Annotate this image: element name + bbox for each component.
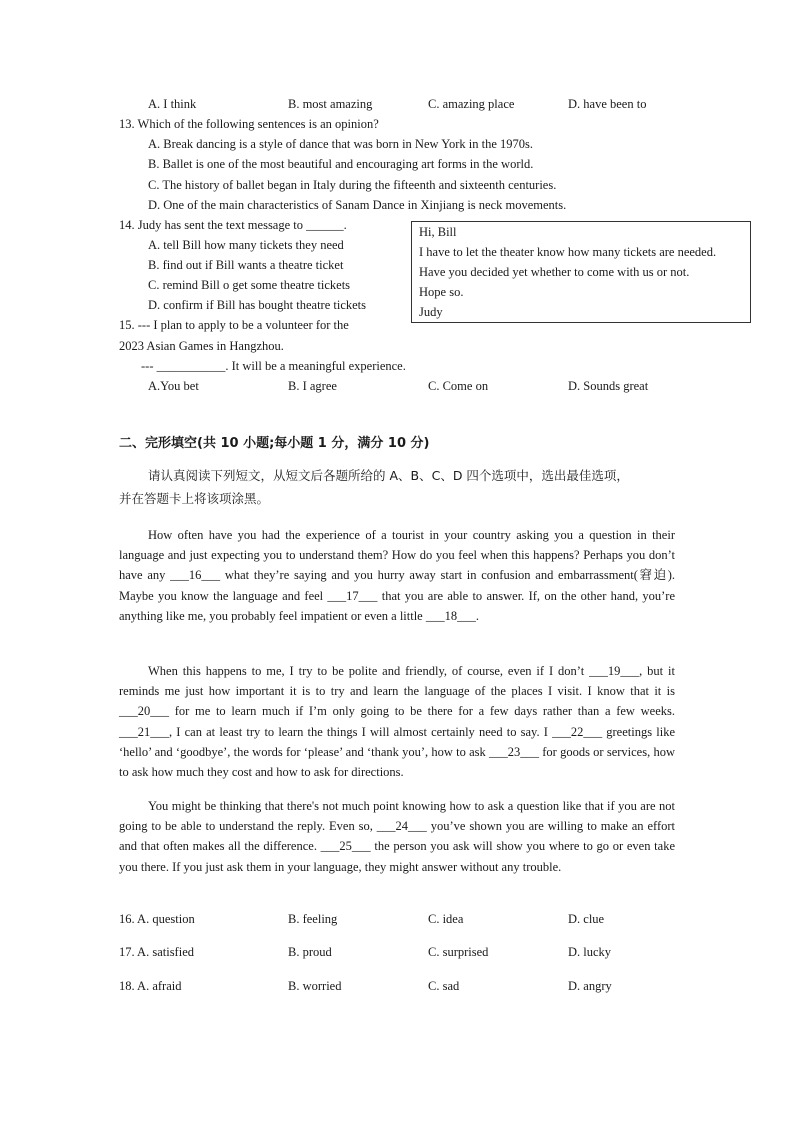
q16-option-a: 16. A. question xyxy=(119,912,195,926)
message-line-2: Have you decided yet whether to come with us or not. xyxy=(419,265,690,279)
message-line-1: I have to let the theater know how many tickets are needed. xyxy=(419,245,717,259)
q16-option-c: C. idea xyxy=(428,912,464,926)
q18-option-c: C. sad xyxy=(428,979,460,993)
q17-option-a: 17. A. satisfied xyxy=(119,945,194,959)
q12-option-d: D. have been to xyxy=(568,97,647,111)
q16-option-d: D. clue xyxy=(568,912,605,926)
q18-option-a: 18. A. afraid xyxy=(119,979,182,993)
q12-option-b: B. most amazing xyxy=(288,97,373,111)
q17-option-b: B. proud xyxy=(288,945,332,959)
q18-option-d: D. angry xyxy=(568,979,612,993)
q15-option-d: D. Sounds great xyxy=(568,379,649,393)
q15-reply: --- ___________. It will be a meaningful experience. xyxy=(141,359,406,373)
passage-paragraph-1-text: How often have you had the experience of a tourist in your country asking you a question in their language and just expecting you to understand them? How do you feel when this happens? Perhaps you don’t have any ___16___ what they’re saying and you hurry away start in confusion and embarrassment(窘迫). Maybe you know the language and feel ___17___ that you are able to answer. If, on the other hand, you’re anything like me, you probably feel impatient or even a little ___18___. xyxy=(119,528,675,623)
q16-option-b: B. feeling xyxy=(288,912,338,926)
passage-paragraph-1 xyxy=(119,525,675,626)
section-title: 二、完形填空(共 10 小题;每小题 1 分，满分 10 分) xyxy=(119,436,430,451)
q14-option-a: A. tell Bill how many tickets they need xyxy=(148,238,344,252)
q15-option-a: A.You bet xyxy=(148,379,199,393)
q15-option-c: C. Come on xyxy=(428,379,489,393)
q14-option-c: C. remind Bill o get some theatre tickets xyxy=(148,278,351,292)
q14-option-b: B. find out if Bill wants a theatre ticket xyxy=(148,258,344,272)
q13-stem: 13. Which of the following sentences is an opinion? xyxy=(119,117,379,131)
q17-option-d: D. lucky xyxy=(568,945,612,959)
q12-option-a: A. I think xyxy=(148,97,197,111)
section-instruction-line-2: 并在答题卡上将该项涂黑。 xyxy=(119,491,270,506)
message-signature: Judy xyxy=(419,305,443,319)
q15-stem-line-2: 2023 Asian Games in Hangzhou. xyxy=(119,339,284,353)
q13-option-c: C. The history of ballet began in Italy during the fifteenth and sixteenth centuries. xyxy=(148,178,557,192)
passage-paragraph-3 xyxy=(119,796,675,877)
section-instruction-line-1: 请认真阅读下列短文，从短文后各题所给的 A、B、C、D 四个选项中，选出最佳选项， xyxy=(148,468,629,483)
q13-option-a: A. Break dancing is a style of dance that was born in New York in the 1970s. xyxy=(148,137,533,151)
q15-option-b: B. I agree xyxy=(288,379,337,393)
q17-option-c: C. surprised xyxy=(428,945,489,959)
q15-stem-line-1: 15. --- I plan to apply to be a volunteer for the xyxy=(119,318,349,332)
passage-paragraph-2 xyxy=(119,661,675,782)
q13-option-b: B. Ballet is one of the most beautiful and encouraging art forms in the world. xyxy=(148,157,534,171)
q12-option-c: C. amazing place xyxy=(428,97,515,111)
message-line-3: Hope so. xyxy=(419,285,464,299)
q13-option-d: D. One of the main characteristics of Sanam Dance in Xinjiang is neck movements. xyxy=(148,198,567,212)
passage-paragraph-2-text: When this happens to me, I try to be polite and friendly, of course, even if I don’t ___19___, but it reminds me just how important it is to try and learn the language of the places I visit. I know that it is ___20___ for me to learn much if I’m only going to be there for a few days rather than a few weeks. ___21___, I can at least try to learn the things I will almost certainly need to say. I ___22___ greetings like ‘hello’ and ‘goodbye’, the words for ‘please’ and ‘thank you’, how to ask ___23___ for goods or services, how to ask how much they cost and how to ask for directions. xyxy=(119,664,675,780)
message-greeting: Hi, Bill xyxy=(419,225,457,239)
q14-stem: 14. Judy has sent the text message to ______. xyxy=(119,218,347,232)
q18-option-b: B. worried xyxy=(288,979,342,993)
q14-option-d: D. confirm if Bill has bought theatre tickets xyxy=(148,298,367,312)
passage-paragraph-3-text: You might be thinking that there's not much point knowing how to ask a question like that if you are not going to be able to understand the reply. Even so, ___24___ you’ve shown you are willing to make an effort and that often makes all the difference. ___25___ the person you ask will show you where to go or even take you there. If you just ask them in your language, they might answer without any trouble. xyxy=(119,799,675,874)
text-message-box xyxy=(411,221,751,323)
